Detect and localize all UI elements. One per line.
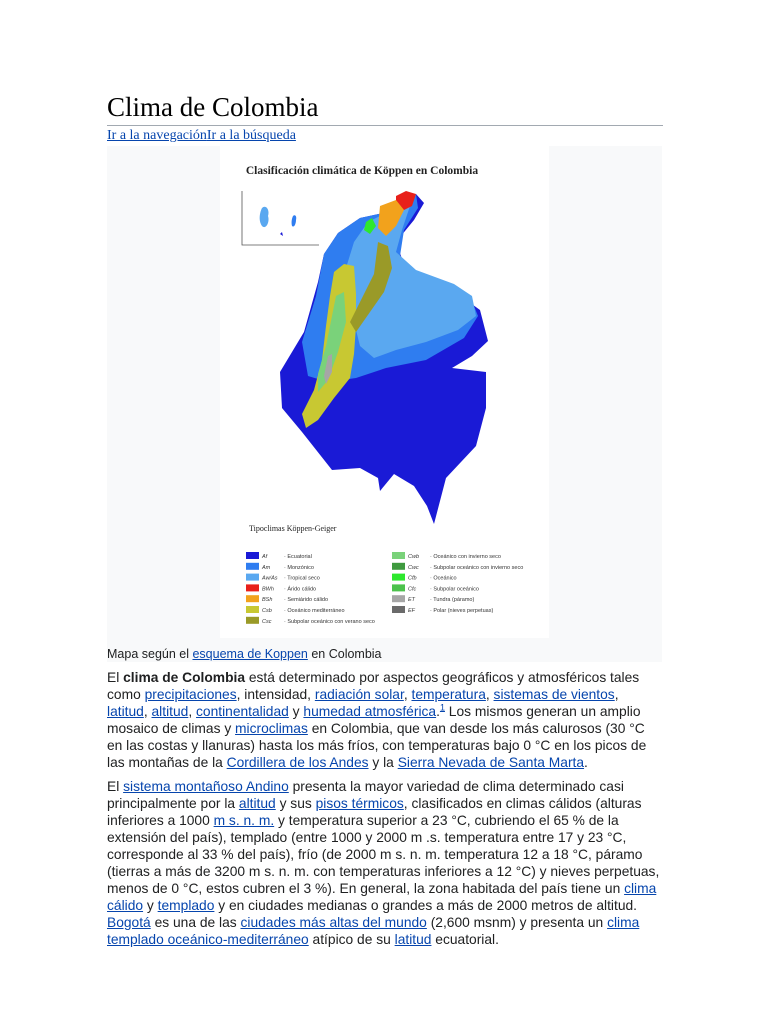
text: (2,600 msnm) y presenta un	[426, 914, 608, 930]
text: y	[288, 703, 304, 719]
legend-left-swatch-6	[246, 617, 259, 624]
text: es una de las	[150, 914, 241, 930]
text: El	[107, 779, 124, 795]
legend-left-code-6: Csc	[262, 618, 272, 625]
legend-right-column	[392, 552, 523, 614]
reference-link[interactable]: 1	[439, 702, 445, 713]
legend-left-swatch-0	[246, 552, 259, 559]
text: , clasificados en climas cálidos (alturas inferiores a 1000	[107, 796, 642, 829]
map-title: Clasificación climática de Köppen en Colombia	[245, 165, 479, 177]
legend-left-label-1: · Monzónico	[284, 564, 314, 571]
legend-left-swatch-1	[246, 563, 259, 570]
link-templado[interactable]: templado	[157, 897, 215, 913]
cayo-island	[280, 232, 283, 236]
link-temperatura[interactable]: temperatura	[411, 686, 486, 702]
text: y sus	[275, 796, 316, 812]
link-altitud[interactable]: altitud	[151, 703, 189, 719]
text: y	[143, 897, 158, 913]
jump-to-search-link[interactable]: Ir a la búsqueda	[206, 128, 296, 143]
legend-left-code-2: Aw/As	[262, 575, 278, 582]
bold-term: clima de Colombia	[123, 670, 246, 685]
link-sierra-nevada[interactable]: Sierra Nevada de Santa Marta	[397, 754, 585, 770]
legend-right-swatch-3	[392, 584, 405, 591]
link-microclimas[interactable]: microclimas	[235, 720, 308, 736]
legend-right-swatch-5	[392, 606, 405, 613]
figure-caption	[107, 646, 382, 662]
legend-left-column	[246, 552, 375, 625]
legend-left-label-3: · Árido cálido	[284, 586, 317, 593]
colombia-mainland	[280, 191, 488, 524]
link-humedad-atmosferica[interactable]: humedad atmosférica	[303, 703, 437, 719]
legend-left-label-5: · Oceánico mediterráneo	[284, 608, 345, 614]
link-pisos-termicos[interactable]: pisos térmicos	[315, 796, 404, 812]
text: y la	[368, 754, 398, 770]
legend-right-label-5: · Polar (nieves perpetuas)	[430, 608, 494, 614]
link-latitud[interactable]: latitud	[394, 931, 432, 947]
legend-right-label-2: · Oceánico	[430, 575, 457, 582]
legend-left-label-6: · Subpolar oceánico con verano seco	[284, 618, 375, 625]
legend-left-label-2: · Tropical seco	[284, 575, 320, 582]
text: ,	[403, 686, 412, 702]
link-precipitaciones[interactable]: precipitaciones	[144, 686, 237, 702]
legend-right-swatch-4	[392, 595, 405, 602]
legend-right-code-5: EF	[408, 608, 416, 614]
legend-right-code-1: Cwc	[408, 564, 419, 571]
link-sistema-montanoso-andino[interactable]: sistema montañoso Andino	[123, 779, 289, 795]
text: , intensidad,	[236, 686, 315, 702]
text: está determinado por aspectos geográficos y atmosféricos tales como	[107, 670, 640, 702]
text: El	[107, 670, 124, 685]
legend-left-label-4: · Semiárido cálido	[284, 597, 329, 604]
koppen-map-svg	[220, 146, 549, 638]
link-clima-templado-oceanico[interactable]: clima templado oceánico-mediterráneo	[107, 914, 640, 947]
legend-right-label-4: · Tundra (páramo)	[430, 597, 475, 604]
legend-left-code-5: Csb	[262, 608, 272, 614]
legend-right-code-0: Cwb	[408, 554, 420, 560]
legend-right-label-3: · Subpolar oceánico	[430, 586, 479, 593]
text: ,	[485, 686, 494, 702]
link-latitud[interactable]: latitud	[107, 703, 144, 719]
paragraph-andes	[107, 779, 663, 948]
legend-left-code-3: BWh	[262, 586, 274, 593]
link-continentalidad[interactable]: continentalidad	[196, 703, 289, 719]
san-andres-inset	[242, 191, 319, 245]
legend-left-swatch-4	[246, 595, 259, 602]
link-altitud[interactable]: altitud	[238, 796, 276, 812]
legend-left-code-0: Af	[262, 554, 268, 560]
san-andres-island	[260, 207, 269, 227]
legend-right-code-4: ET	[408, 597, 416, 604]
legend-right-code-3: Cfc	[408, 586, 417, 593]
koppen-map-image[interactable]	[220, 146, 549, 638]
link-sistemas-de-vientos[interactable]: sistemas de vientos	[493, 686, 615, 702]
legend-right-swatch-2	[392, 574, 405, 581]
legend-left-swatch-2	[246, 574, 259, 581]
legend-right-code-2: Cfb	[408, 575, 417, 582]
text: ,	[143, 703, 152, 719]
legend-left-code-4: BSh	[262, 597, 273, 604]
text: ,	[188, 703, 196, 719]
text: atípico de su	[308, 931, 395, 947]
text: presenta la mayor variedad de clima determinado casi principalmente por la	[107, 779, 624, 812]
link-radiacion-solar[interactable]: radiación solar	[314, 686, 404, 702]
caption-koppen-link[interactable]: esquema de Koppen	[192, 647, 308, 661]
link-clima-calido[interactable]: clima cálido	[107, 880, 657, 913]
legend-right-label-1: · Subpolar oceánico con invierno seco	[430, 564, 524, 571]
climate-map-figure	[107, 146, 662, 662]
link-bogota[interactable]: Bogotá	[107, 914, 151, 930]
legend-left-code-1: Am	[262, 564, 271, 571]
link-ciudades-mas-altas[interactable]: ciudades más altas del mundo	[240, 914, 427, 930]
text: ,	[614, 686, 619, 702]
article-body	[107, 670, 663, 957]
text: y en ciudades medianas o grandes a más de 2000 metros de altitud.	[214, 897, 638, 913]
legend-left-swatch-5	[246, 606, 259, 613]
legend-right-label-0: · Oceánico con invierno seco	[430, 554, 501, 560]
legend-title: Tipoclimas Köppen-Geiger	[249, 524, 337, 533]
inset-frame	[242, 191, 319, 245]
paragraph-intro	[107, 670, 663, 771]
providencia-island	[292, 215, 297, 226]
text: Los mismos generan un amplio mosaico de climas y	[107, 703, 641, 736]
text: en Colombia, que van desde los más calurosos (30 °C en las costas y llanuras) hasta los más fríos, con temperaturas bajo 0 °C en los picos de las montañas de la	[107, 720, 647, 770]
text: .	[436, 703, 440, 719]
jump-to-navigation-link[interactable]: Ir a la navegación	[107, 128, 207, 143]
page-title: Clima de Colombia	[107, 90, 663, 126]
caption-prefix: Mapa según el	[107, 647, 193, 661]
legend-left-label-0: · Ecuatorial	[284, 554, 312, 560]
link-cordillera-de-los-andes[interactable]: Cordillera de los Andes	[226, 754, 369, 770]
link-msnm[interactable]: m s. n. m.	[213, 813, 275, 829]
text: .	[584, 754, 588, 770]
caption-suffix: en Colombia	[307, 647, 382, 661]
jump-links	[107, 127, 296, 145]
legend-left-swatch-3	[246, 584, 259, 591]
text: ecuatorial.	[431, 931, 499, 947]
legend-right-swatch-0	[392, 552, 405, 559]
legend-right-swatch-1	[392, 563, 405, 570]
text: y temperatura superior a 23 °C, cubriendo el 65 % de la extensión del país), templado (entre 1000 y 2000 m .s. temperatura entre 17 y 23 °C, corresponde al 33 % del país), frío (de 2000 m s. n. m. temperatura 12 a 18 °C, páramo (tierras a más de 3200 m s. n. m. con temperaturas inferiores a 12 °C) y nieves perpetuas, menos de 0 °C, estos cubren el 3 %). En general, la zona habitada del país tiene un	[107, 813, 660, 896]
